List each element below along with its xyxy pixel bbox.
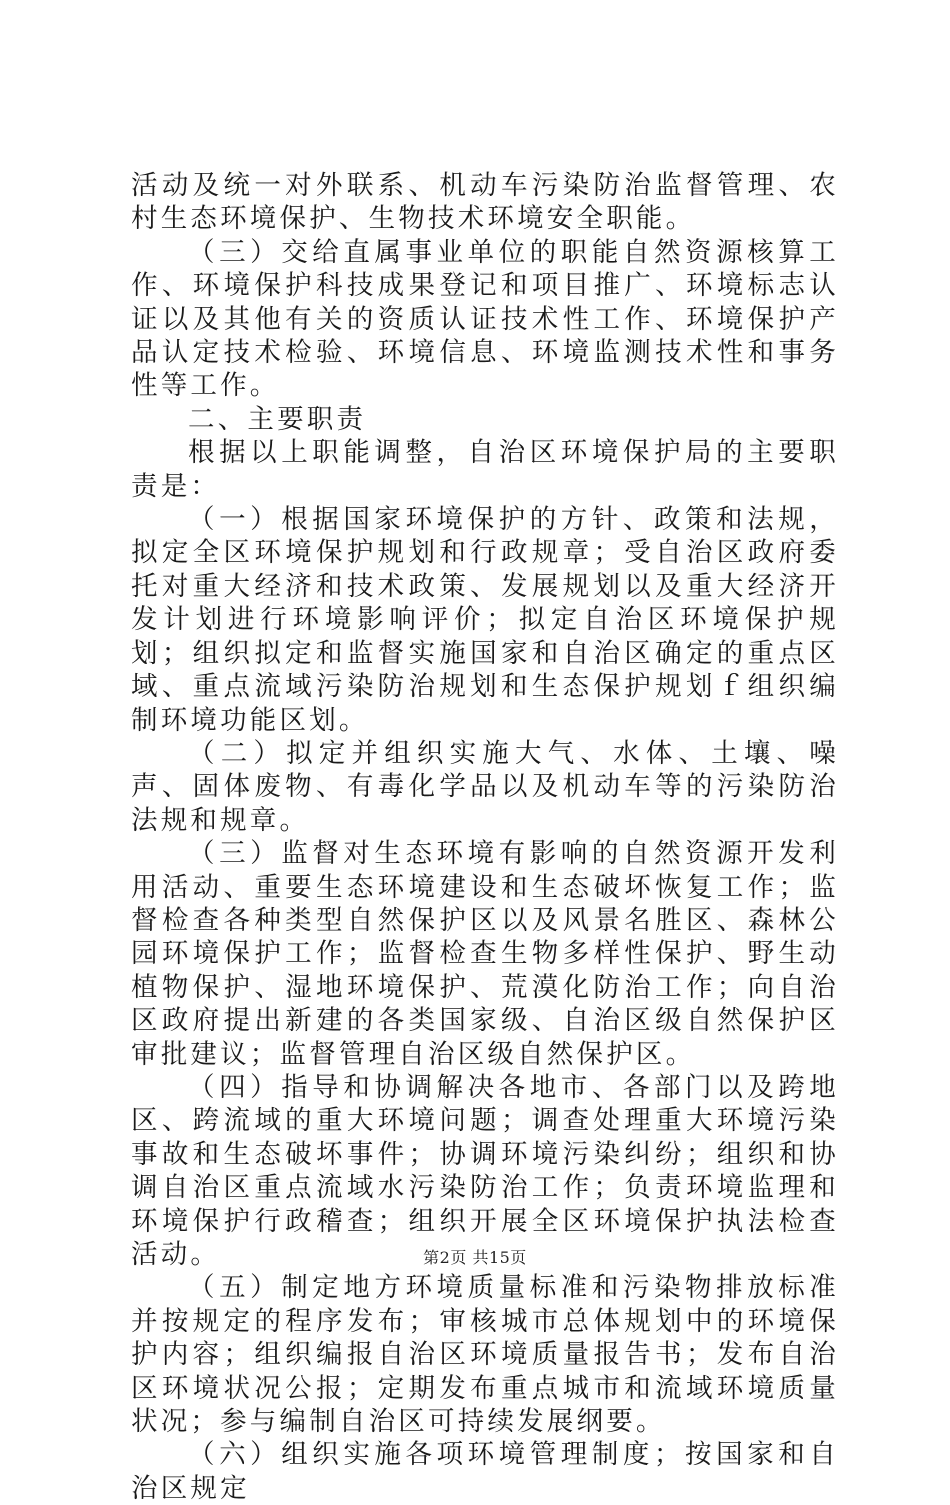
- paragraph-duty-1: （一）根据国家环境保护的方针、政策和法规，拟定全区环境保护规划和行政规章；受自治区政府委托对重大经济和技术政策、发展规划以及重大经济开发计划进行环境影响评价；拟定自治区环境保护规划；组织拟定和监督实施国家和自治区确定的重点区域、重点流域污染防治规划和生态保护规划ｆ组织编制环境功能区划。: [131, 504, 839, 736]
- paragraph-item-3-delegated-functions: （三）交给直属事业单位的职能自然资源核算工作、环境保护科技成果登记和项目推广、环境标志认证以及其他有关的资质认证技术性工作、环境保护产品认定技术检验、环境信息、环境监测技术性和事务性等工作。: [131, 236, 839, 402]
- paragraph-duty-6: （六）组织实施各项环境管理制度；按国家和自治区规定: [131, 1439, 839, 1504]
- document-body: [131, 169, 839, 1505]
- paragraph-continuation: 活动及统一对外联系、机动车污染防治监督管理、农村生态环境保护、生物技术环境安全职能。: [131, 170, 839, 235]
- paragraph-duties-intro: 根据以上职能调整，自治区环境保护局的主要职责是：: [131, 437, 839, 502]
- paragraph-duty-2: （二）拟定并组织实施大气、水体、土壤、噪声、固体废物、有毒化学品以及机动车等的污染防治法规和规章。: [131, 737, 839, 836]
- section-heading-main-duties: 二、主要职责: [188, 403, 367, 435]
- paragraph-duty-4: （四）指导和协调解决各地市、各部门以及跨地区、跨流域的重大环境问题；调查处理重大环境污染事故和生态破坏事件；协调环境污染纠纷；组织和协调自治区重点流域水污染防治工作；负责环境监理和环境保护行政稽查；组织开展全区环境保护执法检查活动。: [131, 1071, 839, 1270]
- paragraph-duty-3: （三）监督对生态环境有影响的自然资源开发利用活动、重要生态环境建设和生态破坏恢复工作；监督检查各种类型自然保护区以及风景名胜区、森林公园环境保护工作；监督检查生物多样性保护、野生动植物保护、湿地环境保护、荒漠化防治工作；向自治区政府提出新建的各类国家级、自治区级自然保护区审批建议；监督管理自治区级自然保护区。: [131, 838, 839, 1070]
- paragraph-duty-5: （五）制定地方环境质量标准和污染物排放标准并按规定的程序发布；审核城市总体规划中的环境保护内容；组织编报自治区环境质量报告书；发布自治区环境状况公报；定期发布重点城市和流域环境质量状况；参与编制自治区可持续发展纲要。: [131, 1272, 839, 1438]
- page-number-footer: 第2页 共15页: [423, 1248, 527, 1267]
